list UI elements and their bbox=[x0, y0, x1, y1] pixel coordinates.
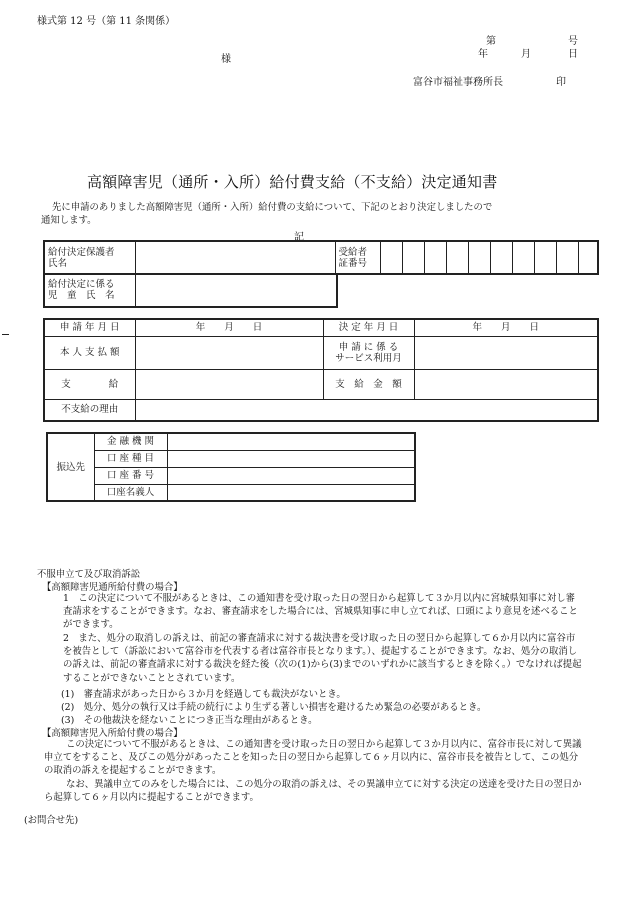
recipient-digit-7[interactable] bbox=[512, 241, 534, 274]
recipient-table bbox=[43, 240, 599, 275]
recipient-digit-5[interactable] bbox=[468, 241, 490, 274]
recipient-digit-1[interactable] bbox=[380, 241, 402, 274]
seal: 印 bbox=[556, 77, 566, 88]
guardian-label-l1: 給付決定保護者 bbox=[48, 246, 115, 258]
recipient-number-label bbox=[335, 241, 380, 274]
apply-date-label: 申 請 年 月 日 bbox=[44, 319, 135, 336]
date-month: 月 bbox=[521, 49, 531, 60]
recipient-label-l2: 証番号 bbox=[338, 257, 368, 269]
recipient-digit-10[interactable] bbox=[578, 241, 598, 274]
date-day: 日 bbox=[568, 49, 578, 60]
recipient-label-l1: 受給者 bbox=[338, 246, 368, 258]
recipient-digit-8[interactable] bbox=[534, 241, 556, 274]
addressee-sama: 様 bbox=[221, 54, 231, 65]
non-payment-reason-field[interactable] bbox=[135, 399, 598, 421]
appeal-section1-title: 【高額障害児通所給付費の場合】 bbox=[42, 582, 183, 593]
payment-label: 支 給 bbox=[44, 369, 135, 399]
self-pay-field[interactable] bbox=[135, 336, 323, 369]
appeal-paragraph-2: 2 また、処分の取消しの訴えは、前記の審査請求に対する裁決書を受け取った日の翌日から起算して６か月以内に富谷市を被告として（訴訟において富谷市を代表する者は富谷市長となります。）、提起することができます。なお、処分の取消しの訴えは、前記の審査請求に対する裁決を経た後（次の(1)から(3)までのいずれかに該当するときを除く。）でなければ提起することができないこととされています。 bbox=[63, 633, 582, 684]
service-month-l1: 申 請 に 係 る bbox=[338, 341, 399, 353]
ki-label: 記 bbox=[294, 232, 304, 243]
document-title: 高額障害児（通所・入所）給付費支給（不支給）決定通知書 bbox=[87, 173, 498, 191]
recipient-digit-6[interactable] bbox=[490, 241, 512, 274]
appeal-item-3: (3) その他裁決を経ないことにつき正当な理由があるとき。 bbox=[61, 715, 318, 726]
payment-amount-field[interactable] bbox=[414, 369, 598, 399]
child-label-l2: 児 童 氏 名 bbox=[48, 289, 115, 301]
decision-table bbox=[43, 318, 599, 422]
payment-amount-label: 支 給 金 額 bbox=[323, 369, 414, 399]
contact-label: (お問合せ先) bbox=[24, 815, 79, 826]
guardian-name-label bbox=[44, 241, 135, 274]
appeal-paragraph-4: なお、異議申立てのみをした場合には、この処分の取消の訴えは、その異議申立てに対する決定の送達を受けた日の翌日から起算して６ヶ月以内に提起することができます。 bbox=[44, 779, 582, 804]
guardian-name-field[interactable] bbox=[135, 241, 335, 274]
appeal-item-1: (1) 審査請求があった日から３か月を経過しても裁決がないとき。 bbox=[61, 689, 346, 700]
child-name-label bbox=[44, 274, 135, 307]
form-number: 様式第 12 号（第 11 条関係） bbox=[37, 16, 176, 27]
number-dai: 第 bbox=[486, 36, 496, 47]
bank-institution-field[interactable] bbox=[167, 433, 415, 450]
recipient-digit-4[interactable] bbox=[446, 241, 468, 274]
account-name-label: 口座名義人 bbox=[94, 484, 167, 501]
transfer-to-label: 振込先 bbox=[47, 433, 94, 501]
recipient-digit-9[interactable] bbox=[556, 241, 578, 274]
account-number-label: 口 座 番 号 bbox=[94, 467, 167, 484]
date-year: 年 bbox=[478, 49, 488, 60]
account-name-field[interactable] bbox=[167, 484, 415, 501]
recipient-digit-3[interactable] bbox=[424, 241, 446, 274]
service-month-l2: サービス利用月 bbox=[335, 352, 402, 364]
decision-date-label: 決 定 年 月 日 bbox=[323, 319, 414, 336]
account-number-field[interactable] bbox=[167, 467, 415, 484]
appeal-item-2: (2) 処分、処分の執行又は手続の続行により生ずる著しい損害を避けるため緊急の必要があるとき。 bbox=[61, 702, 487, 713]
apply-date-field[interactable]: 年 月 日 bbox=[135, 319, 323, 336]
service-month-label bbox=[323, 336, 414, 369]
self-pay-label: 本 人 支 払 額 bbox=[44, 336, 135, 369]
child-name-field[interactable] bbox=[135, 274, 337, 307]
intro-line-2: 通知します。 bbox=[41, 215, 97, 226]
child-table bbox=[43, 273, 338, 308]
number-go: 号 bbox=[568, 36, 578, 47]
guardian-label-l2: 氏名 bbox=[48, 257, 68, 269]
payment-field[interactable] bbox=[135, 369, 323, 399]
recipient-digit-2[interactable] bbox=[402, 241, 424, 274]
appeal-paragraph-1: 1 この決定について不服があるときは、この通知書を受け取った日の翌日から起算して３か月以内に宮城県知事に対し審査請求をすることができます。なお、審査請求をした場合には、宮城県知事に申し立てれば、口頭により意見を述べることができます。 bbox=[63, 593, 578, 631]
non-payment-reason-label: 不支給の理由 bbox=[44, 399, 135, 421]
intro-line-1: 先に申請のありました高額障害児（通所・入所）給付費の支給について、下記のとおり決定しましたので bbox=[52, 202, 493, 213]
bank-institution-label: 金 融 機 関 bbox=[94, 433, 167, 450]
bank-table bbox=[46, 432, 416, 502]
margin-mark bbox=[2, 334, 9, 335]
child-label-l1: 給付決定に係る bbox=[48, 278, 115, 290]
appeal-heading: 不服申立て及び取消訴訟 bbox=[37, 569, 141, 580]
issuer: 富谷市福祉事務所長 bbox=[413, 77, 503, 88]
account-type-field[interactable] bbox=[167, 450, 415, 467]
appeal-paragraph-3: この決定について不服があるときは、この通知書を受け取った日の翌日から起算して３か月以内に、富谷市長に対して異議申立てをすること、及びこの処分があったことを知った日の翌日から起算して６ヶ月以内に、富谷市長を被告として、この処分の取消の訴えを提起することができます。 bbox=[44, 739, 582, 777]
appeal-section2-title: 【高額障害児入所給付費の場合】 bbox=[42, 728, 183, 739]
decision-date-field[interactable]: 年 月 日 bbox=[414, 319, 598, 336]
account-type-label: 口 座 種 目 bbox=[94, 450, 167, 467]
service-month-field[interactable] bbox=[414, 336, 598, 369]
